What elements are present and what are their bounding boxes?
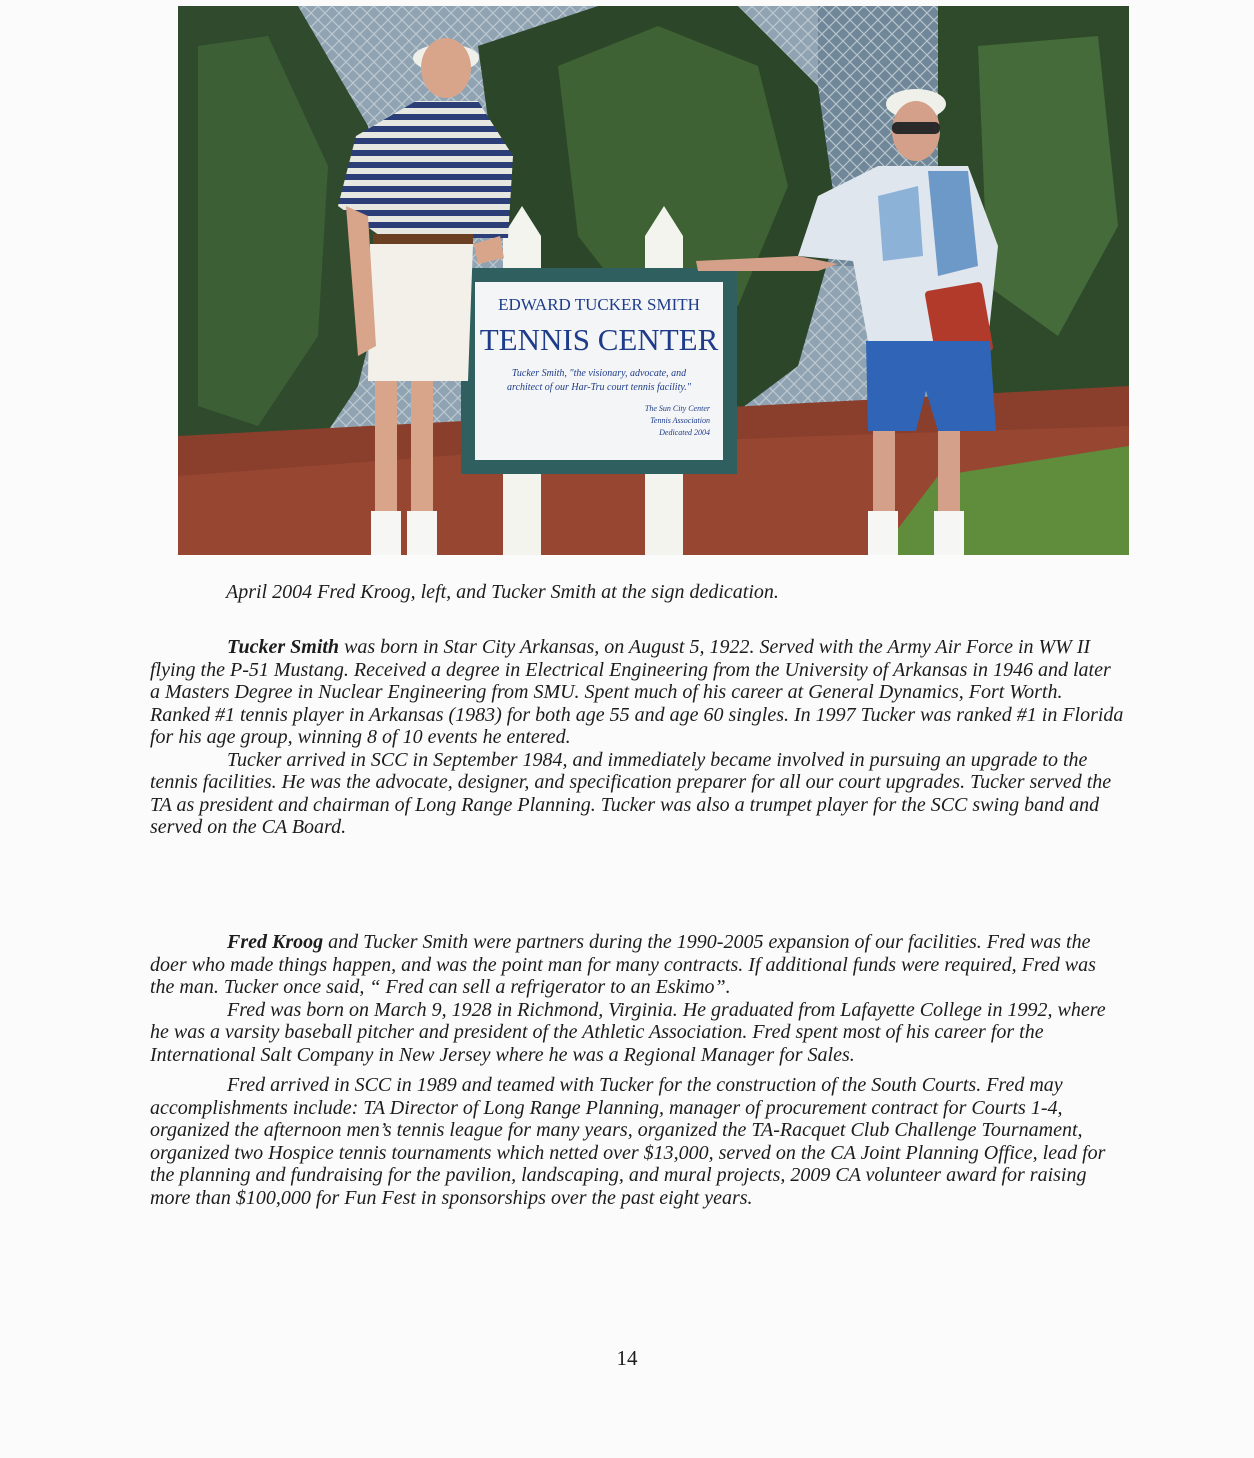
- fred-paragraph-3: Fred arrived in SCC in 1989 and teamed with Tucker for the construction of the South Courts. Fred may accomplishments include: TA Director of Long Range Planning, manager of procurement contract for Courts 1-4, organized the afternoon men’s tennis league for many years, organized the TA-Racquet Club Challenge Tournament, organized two Hospice tennis tournaments which netted over $13,000, served on the CA Joint Planning Office, lead for the planning and fundraising for the pavilion, landscaping, and mural projects, 2009 CA volunteer award for raising more than $100,000 for Fun Fest in sponsorships over the past eight years.: [150, 1074, 1106, 1209]
- fred-paragraph-1: [150, 931, 1124, 999]
- dedication-photo-illustration: [178, 6, 1129, 555]
- sign-credit-2: Tennis Association: [650, 416, 710, 425]
- sign-credit-3: Dedicated 2004: [659, 428, 710, 437]
- tucker-smith-section: [150, 636, 1124, 839]
- page-number: 14: [616, 1346, 638, 1370]
- fred-paragraph-2: Fred was born on March 9, 1928 in Richmond, Virginia. He graduated from Lafayette College in 1992, where he was a varsity baseball pitcher and president of the Athletic Association. Fred spent most of his career for the International Salt Company in New Jersey where he was a Regional Manager for Sales.: [150, 998, 1106, 1066]
- tucker-paragraph-2: Tucker arrived in SCC in September 1984, and immediately became involved in pursuing an upgrade to the tennis facilities. He was the advocate, designer, and specification preparer for all our court upgrades. Tucker served the TA as president and chairman of Long Range Planning. Tucker was also a trumpet player for the SCC swing band and served on the CA Board.: [150, 748, 1112, 838]
- fred-name: Fred Kroog: [227, 931, 324, 953]
- tucker-name: Tucker Smith: [227, 636, 340, 658]
- sign-credit-1: The Sun City Center: [644, 404, 710, 413]
- dedication-photo: [178, 6, 1129, 555]
- photo-caption: April 2004 Fred Kroog, left, and Tucker Smith at the sign dedication.: [226, 581, 779, 603]
- tucker-paragraph-1: [150, 636, 1124, 749]
- sign-line-1: EDWARD TUCKER SMITH: [498, 295, 700, 314]
- sign-quote-2: architect of our Har-Tru court tennis facility.": [507, 382, 691, 393]
- fred-kroog-section: [150, 931, 1124, 1209]
- sign-line-2: TENNIS CENTER: [479, 322, 719, 357]
- sign-quote-1: Tucker Smith, "the visionary, advocate, and: [511, 368, 687, 379]
- tucker-bio-text: was born in Star City Arkansas, on August 5, 1922. Served with the Army Air Force in WW II flying the P-51 Mustang. Received a degree in Electrical Engineering from the University of Arkansas in 1946 and later a Masters Degree in Nuclear Engineering from SMU. Spent much of his career at General Dynamics, Fort Worth. Ranked #1 tennis player in Arkansas (1983) for both age 55 and age 60 singles. In 1997 Tucker was ranked #1 in Florida for his age group, winning 8 of 10 events he entered.: [150, 636, 1124, 748]
- fred-partner-text: and Tucker Smith were partners during the 1990-2005 expansion of our facilities. Fred was the doer who made things happen, and was the point man for many contracts. If additional funds were required, Fred was the man. Tucker once said, “ Fred can sell a refrigerator to an Eskimo”.: [150, 931, 1096, 998]
